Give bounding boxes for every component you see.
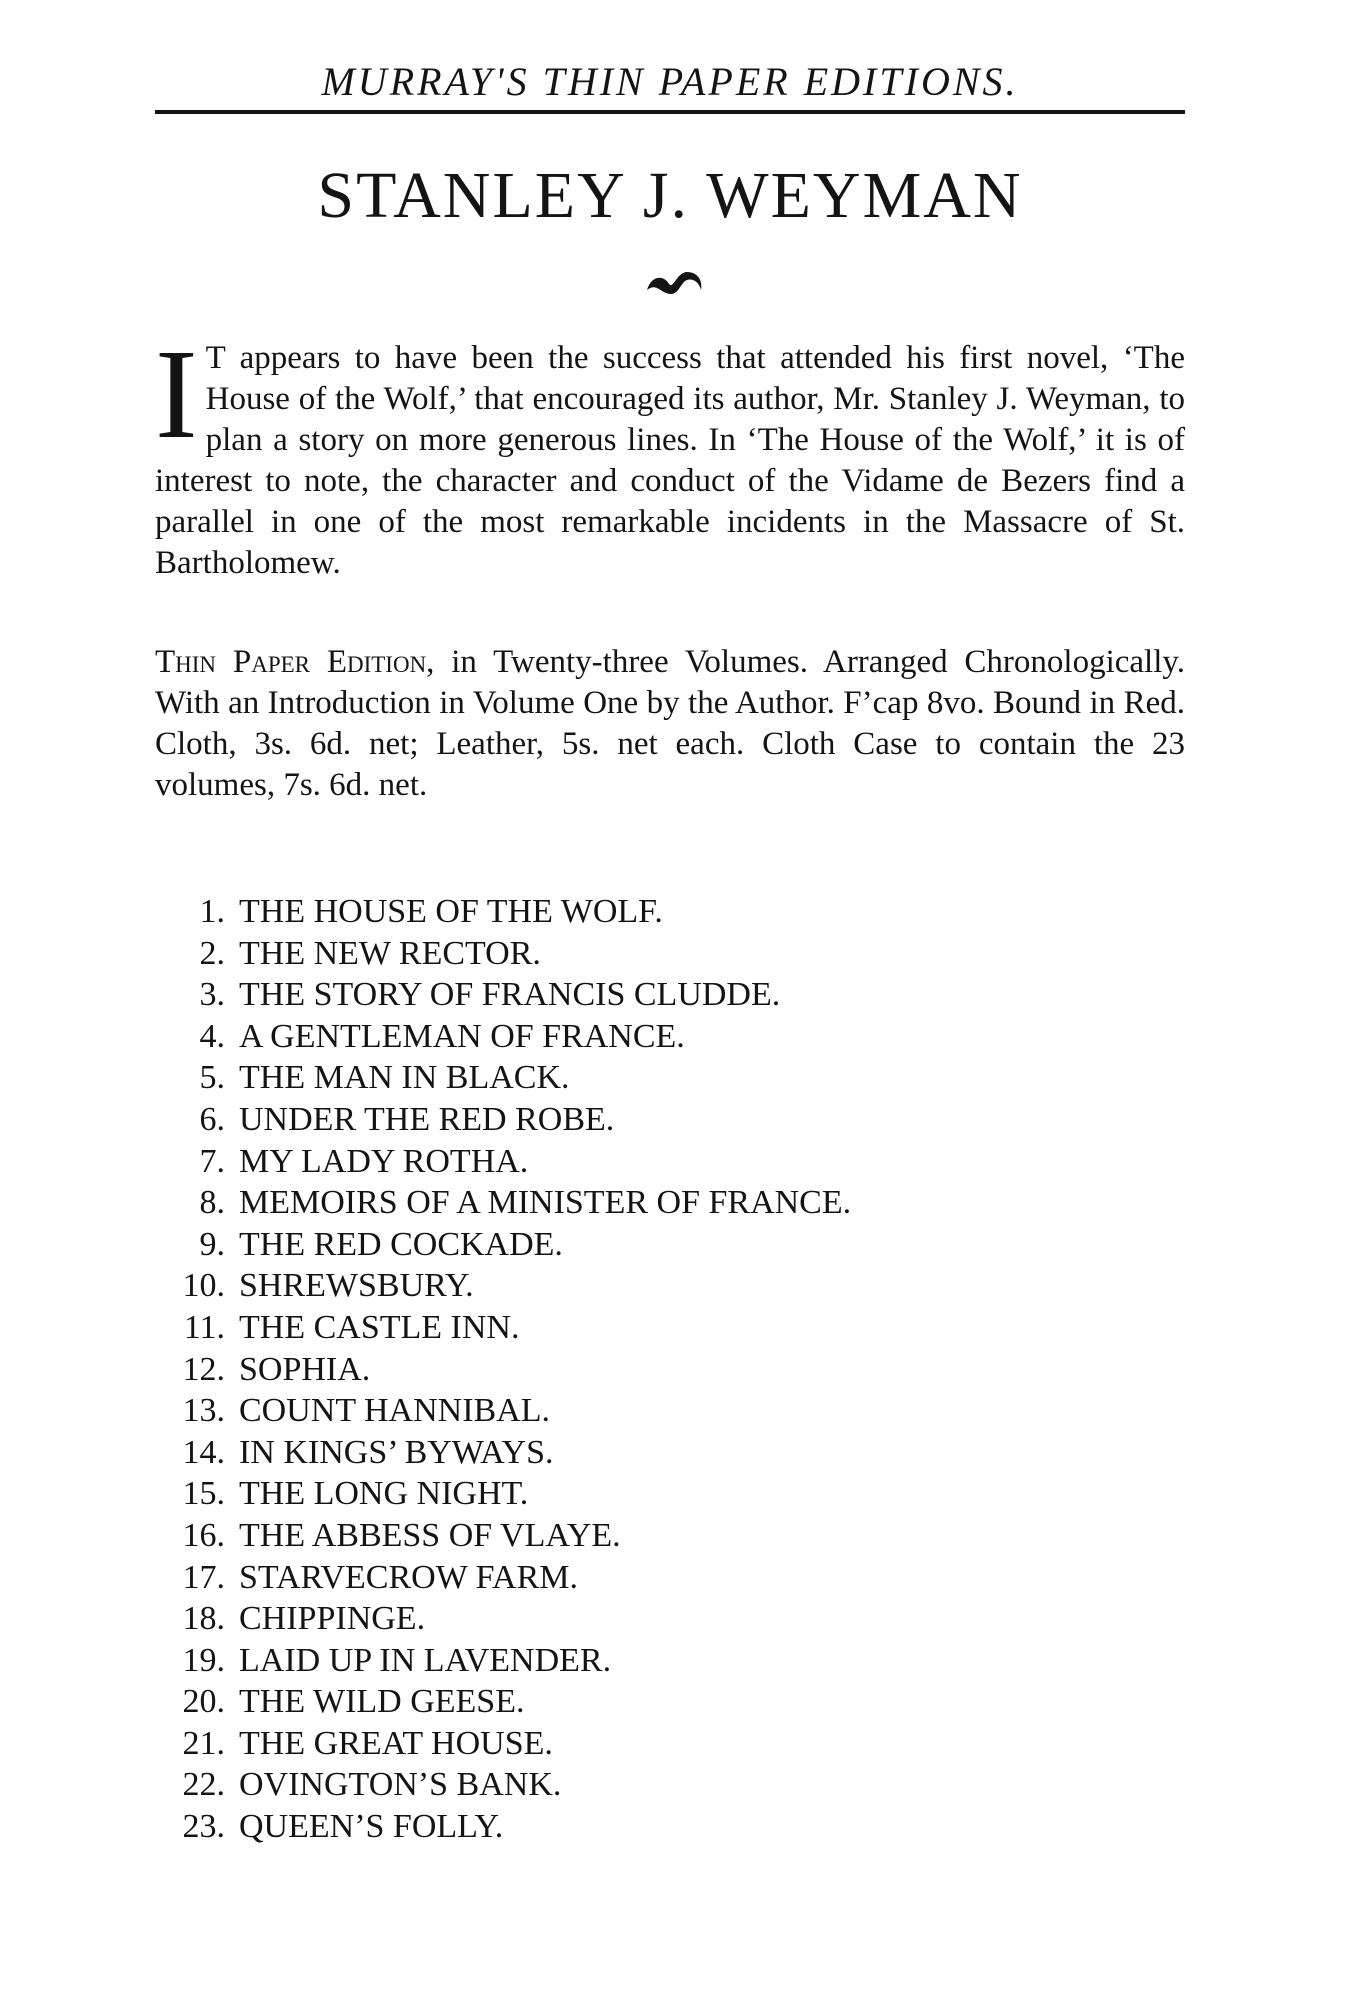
list-item [155, 1764, 1155, 1806]
volume-list [155, 891, 1155, 1848]
edition-text: in Twenty-three Volumes. Arranged Chronologically. With an Introduction in Volume One by the Author. F’cap 8vo. Bound in Red. Cloth, 3s. 6d. net; Leather, 5s. net each. Cloth Case to contain the 23 volumes, 7s. 6d. net. [155, 644, 1185, 803]
volume-title: THE WILD GEESE. [239, 1683, 525, 1721]
volume-title: THE HOUSE OF THE WOLF. [239, 893, 663, 930]
list-item [155, 1806, 1155, 1848]
volume-number: 23. [182, 1808, 225, 1846]
author-heading: STANLEY J. WEYMAN [317, 159, 1023, 232]
list-item [155, 933, 1155, 975]
intro-paragraph [155, 323, 1185, 584]
volume-number: 15. [182, 1475, 225, 1513]
volume-title: UNDER THE RED ROBE. [239, 1100, 615, 1138]
volume-title: THE LONG NIGHT. [239, 1475, 529, 1513]
list-item [155, 1349, 1155, 1391]
volume-number: 9. [199, 1225, 225, 1263]
volume-title: THE NEW RECTOR. [239, 934, 541, 972]
list-item [155, 1141, 1155, 1183]
list-item [155, 1390, 1155, 1432]
volume-title: THE STORY OF FRANCIS CLUDDE. [239, 976, 781, 1014]
list-item [155, 1723, 1155, 1765]
list-item [155, 1432, 1155, 1474]
list-item [155, 1473, 1155, 1515]
volume-number: 6. [199, 1100, 225, 1138]
volume-title: QUEEN’S FOLLY. [239, 1808, 504, 1846]
running-head: MURRAY'S THIN PAPER EDITIONS. [321, 59, 1019, 104]
drop-cap: I [155, 323, 198, 465]
list-item [155, 1182, 1155, 1224]
volume-number: 4. [199, 1017, 225, 1055]
list-item [155, 1224, 1155, 1266]
volume-number: 3. [199, 976, 225, 1014]
list-item [155, 1265, 1155, 1307]
list-item [155, 1099, 1155, 1141]
list-item [155, 891, 1155, 933]
volume-number: 1. [199, 893, 225, 930]
volume-title: MY LADY ROTHA. [239, 1142, 529, 1180]
volume-title: OVINGTON’S BANK. [239, 1766, 562, 1804]
volume-title: IN KINGS’ BYWAYS. [239, 1433, 554, 1471]
volume-number: 11. [183, 1308, 225, 1346]
volume-title: SOPHIA. [239, 1350, 371, 1388]
volume-number: 20. [182, 1683, 225, 1721]
list-item [155, 1515, 1155, 1557]
volume-number: 13. [182, 1392, 225, 1430]
volume-title: THE GREAT HOUSE. [239, 1724, 553, 1762]
list-item [155, 1557, 1155, 1599]
list-item [155, 974, 1155, 1016]
volume-number: 12. [182, 1350, 225, 1388]
volume-title: THE CASTLE INN. [239, 1308, 520, 1346]
volume-number: 2. [199, 934, 225, 972]
list-item [155, 1307, 1155, 1349]
volume-title: SHREWSBURY. [239, 1267, 474, 1305]
volume-title: COUNT HANNIBAL. [239, 1392, 551, 1430]
volume-title: LAID UP IN LAVENDER. [239, 1641, 612, 1679]
edition-label: Thin Paper Edition, [155, 644, 435, 680]
volume-title: THE RED COCKADE. [239, 1225, 563, 1263]
volume-number: 16. [182, 1516, 225, 1554]
intro-text: T appears to have been the success that attended his first novel, ‘The House of the Wolf,’ that encouraged its author, Mr. Stanley J. Weyman, to plan a story on more generous lines. In ‘The House of the Wolf,’ it is of interest to note, the character and conduct of the Vidame de Bezers find a parallel in one of the most remarkable incidents in the Massacre of St. Bartholomew. [155, 340, 1185, 581]
list-item [155, 1057, 1155, 1099]
list-item [155, 1598, 1155, 1640]
volume-number: 14. [182, 1433, 225, 1471]
volume-number: 5. [199, 1059, 225, 1097]
list-item [155, 1681, 1155, 1723]
volume-number: 21. [182, 1724, 225, 1762]
volume-number: 17. [182, 1558, 225, 1596]
header-rule [155, 110, 1185, 114]
volume-title: MEMOIRS OF A MINISTER OF FRANCE. [239, 1184, 852, 1222]
volume-number: 22. [182, 1766, 225, 1804]
volume-number: 8. [199, 1184, 225, 1222]
volume-title: THE MAN IN BLACK. [239, 1059, 570, 1097]
list-item [155, 1016, 1155, 1058]
volume-number: 10. [182, 1267, 225, 1305]
fleuron-ornament-icon [643, 264, 707, 298]
volume-title: STARVECROW FARM. [239, 1558, 579, 1596]
volume-number: 7. [199, 1142, 225, 1180]
volume-title: THE ABBESS OF VLAYE. [239, 1516, 621, 1554]
volume-title: CHIPPINGE. [239, 1600, 426, 1638]
list-item [155, 1640, 1155, 1682]
volume-title: A GENTLEMAN OF FRANCE. [239, 1017, 685, 1055]
edition-paragraph [155, 642, 1185, 806]
volume-number: 19. [182, 1641, 225, 1679]
volume-number: 18. [182, 1600, 225, 1638]
